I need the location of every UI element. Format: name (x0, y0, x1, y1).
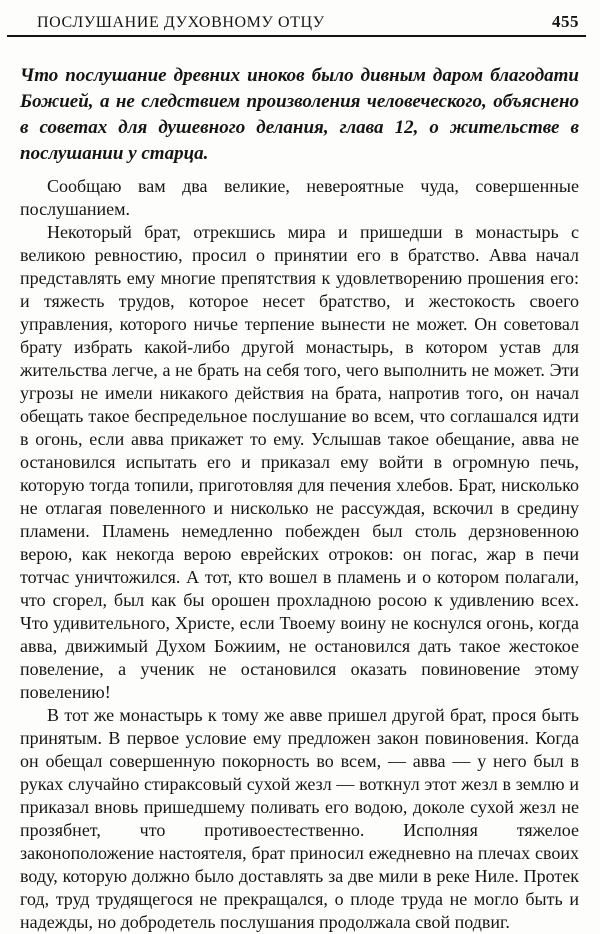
body-paragraph: В тот же монастырь к тому же авве пришел другой брат, прося быть принятым. В первое условие ему предложен закон повиновения. Когда он обещал совершенную покорность во всем, — авва — у него был в руках случайно стираксовый сухой жезл — воткнул этот жезл в землю и приказал вновь пришедшему поливать его водою, доколе сухой жезл не прозябнет, что противоестественно. Исполняя тяжелое законоположение настоятеля, брат приносил ежедневно на плечах своих воду, которую должно было доставлять за две мили в реке Ниле. Протек год, труд трудящегося не прекращался, о плоде труда не могло быть и надежды, но добродетель послушания продолжала свой подвиг. (20, 705, 579, 932)
body-paragraph: Сообщаю вам два великие, невероятные чуда, совершенные послушанием. (20, 176, 579, 219)
page-number: 455 (552, 12, 579, 31)
body-text (20, 175, 579, 934)
header-rule (7, 35, 586, 37)
section-lead-heading: Что послушание древних иноков было дивным даром благодати Божией, а не следствием произволения человеческого, объяснено в советах для душевного делания, глава 12, о жительстве в послушании у старца. (20, 65, 579, 164)
body-paragraph: Некоторый брат, отрекшись мира и пришедши в монастырь с великою ревностию, просил о принятии его в братство. Авва начал представлять ему многие препятствия к удовлетворению прошения его: и тяжесть трудов, которое несет братство, и жестокость своего управления, которого ничье терпение вынести не может. Он советовал брату избрать какой-либо другой монастырь, в котором устав для жительства легче, а не брать на себя того, чего выполнить не может. Эти угрозы не имели никакого действия на брата, напротив того, он начал обещать такое беспредельное послушание во всем, что соглашался идти в огонь, если авва прикажет то ему. Услышав такое обещание, авва не остановился испытать его и приказал ему войти в огромную печь, которую тогда топили, приготовляя для печения хлебов. Брат, нисколько не отлагая повеленного и нисколько не рассуждая, вскочил в средину пламени. Пламень немедленно побежден был столь дерзновенною верою, как некогда верою еврейских отроков: он погас, жар в печи тотчас уничтожился. А тот, кто вошел в пламень и о котором полагали, что сгорел, был как бы орошен прохладною росою к удивлению всех. Что удивительного, Христе, если Твоему воину не коснулся огонь, когда авва, движимый Духом Божиим, не остановился дать такое жестокое повеление, а ученик не остановился оказать повиновение этому повелению! (20, 222, 579, 702)
running-header (20, 12, 579, 32)
running-header-title: ПОСЛУШАНИЕ ДУХОВНОМУ ОТЦУ (37, 14, 325, 31)
